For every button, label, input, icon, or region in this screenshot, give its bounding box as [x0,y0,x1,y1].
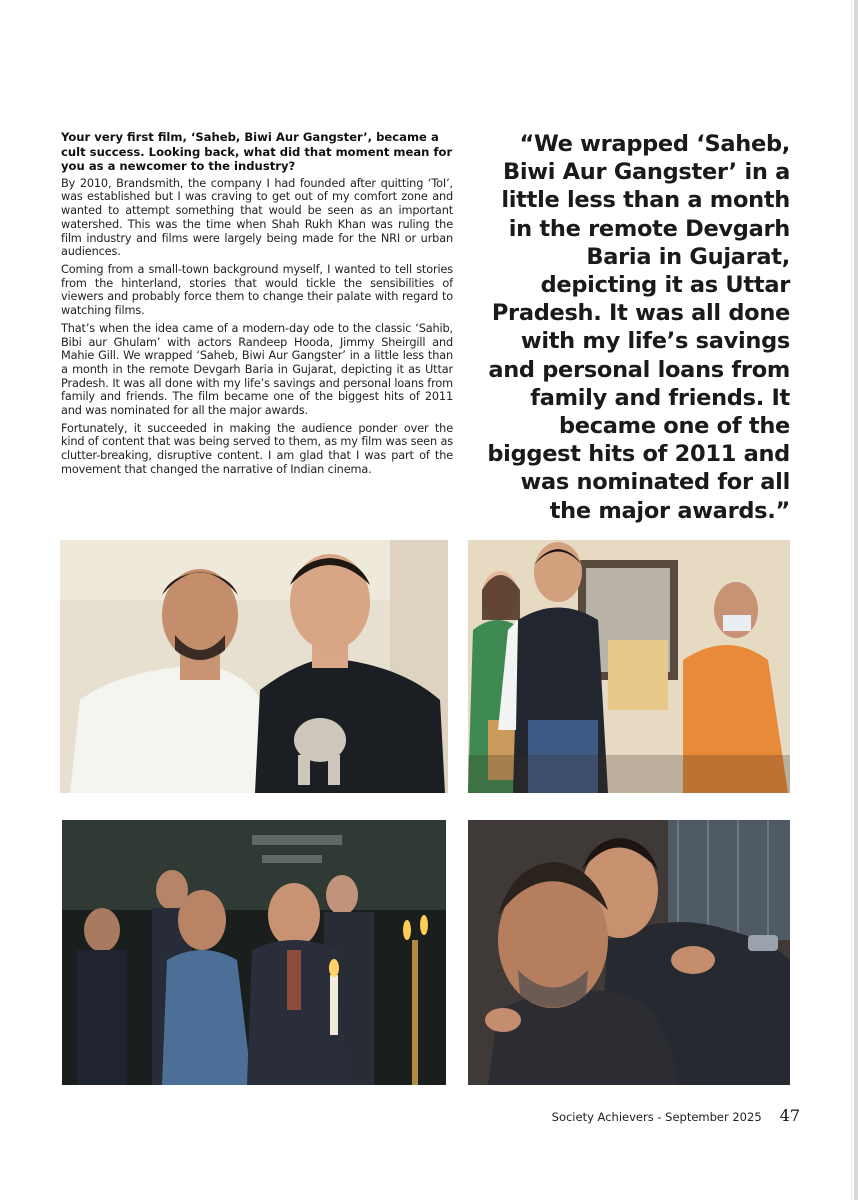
page-footer [552,1106,800,1125]
page-edge [854,0,858,1200]
photo-presentation [468,540,790,793]
pull-quote: “We wrapped ‘Saheb, Biwi Aur Gangster’ in a little less than a month in the remote Devgarh Baria in Gujarat, depicting it as Uttar Pradesh. It was all done with my life’s savings and personal loans from family and friends. It became one of the biggest hits of 2011 and was nominated for all the major awards.” [487,131,790,524]
page-edge-line [851,0,852,1200]
answer-paragraph-4: Fortunately, it succeeded in making the audience ponder over the kind of content that was being served to them, as my film was seen as clutter-breaking, disruptive content. I am glad that I was part of the movement that changed the narrative of Indian cinema. [61,421,453,476]
interview-question: Your very first film, ‘Saheb, Biwi Aur Gangster’, became a cult success. Looking back, what did that moment mean for you as a newcomer to the industry? [61,130,453,174]
publication-name: Society Achievers - September 2025 [551,1110,762,1124]
photo-lamp-lighting [62,820,446,1085]
interview-column [61,130,453,481]
answer-paragraph-2: Coming from a small-town background myself, I wanted to tell stories from the hinterland, stories that would tickle the sensibilities of viewers and probably force them to change their palate with regard to watching films. [61,263,453,318]
photo-two-men [60,540,448,793]
page-number: 47 [779,1106,800,1125]
answer-paragraph-1: By 2010, Brandsmith, the company I had founded after quitting ‘ToI’, was established but I was craving to get out of my comfort zone and wanted to attempt something that would be seen as an important watershed. This was the time when Shah Rukh Khan was ruling the film industry and films were largely being made for the NRI or urban audiences. [61,176,453,259]
answer-paragraph-3: That’s when the idea came of a modern-day ode to the classic ‘Sahib, Bibi aur Ghulam’ with actors Randeep Hooda, Jimmy Sheirgill and Mahie Gill. We wrapped ‘Saheb, Biwi Aur Gangster’ in a little less than a month in the remote Devgarh Baria in Gujarat, depicting it as Uttar Pradesh. It was all done with my life’s savings and personal loans from family and friends. The film became one of the biggest hits of 2011 and was nominated for all the major awards. [61,321,453,418]
photo-selfie [468,820,790,1085]
